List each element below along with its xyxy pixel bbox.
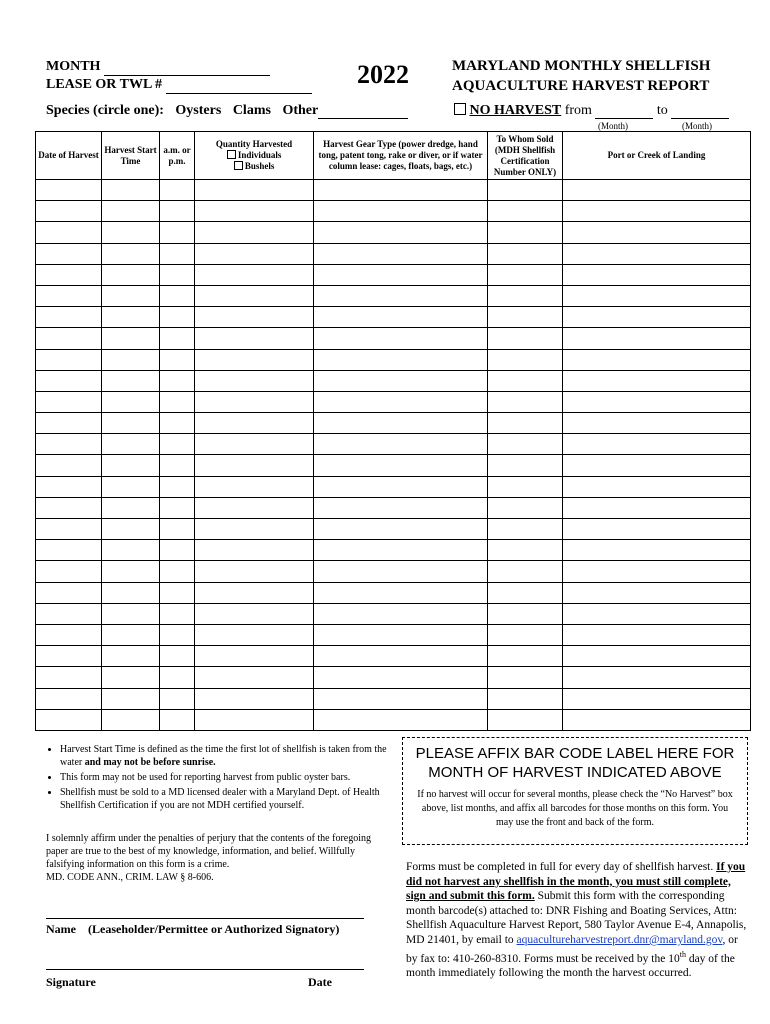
table-cell[interactable] (563, 307, 751, 328)
table-cell[interactable] (102, 476, 160, 497)
table-cell[interactable] (314, 413, 488, 434)
table-cell[interactable] (102, 201, 160, 222)
table-cell[interactable] (102, 349, 160, 370)
table-cell[interactable] (563, 476, 751, 497)
table-row (36, 391, 751, 412)
table-row (36, 285, 751, 306)
form-title (452, 56, 710, 96)
table-cell[interactable] (102, 370, 160, 391)
table-cell[interactable] (488, 434, 563, 455)
table-row (36, 328, 751, 349)
note-item (60, 786, 394, 812)
table-cell[interactable] (488, 264, 563, 285)
table-row (36, 603, 751, 624)
table-cell[interactable] (160, 180, 195, 201)
table-cell[interactable] (102, 582, 160, 603)
table-cell[interactable] (36, 434, 102, 455)
table-cell[interactable] (195, 413, 314, 434)
table-row (36, 180, 751, 201)
table-cell[interactable] (488, 709, 563, 730)
barcode-heading-line2: MONTH OF HARVEST INDICATED ABOVE (428, 764, 722, 781)
table-row (36, 201, 751, 222)
lease-field[interactable] (166, 93, 312, 94)
table-cell[interactable] (314, 561, 488, 582)
table-cell[interactable] (488, 688, 563, 709)
table-cell[interactable] (195, 201, 314, 222)
no-harvest-to-field[interactable] (671, 118, 729, 119)
submission-instructions (406, 860, 748, 981)
species-option-other[interactable]: Other (282, 103, 319, 118)
table-cell[interactable] (563, 624, 751, 645)
table-cell[interactable] (36, 519, 102, 540)
table-cell[interactable] (160, 455, 195, 476)
name-line[interactable] (46, 918, 364, 919)
email-link[interactable]: aquacultureharvestreport.dnr@maryland.gov (516, 933, 723, 946)
table-cell[interactable] (563, 370, 751, 391)
table-cell[interactable] (563, 201, 751, 222)
note-text: Harvest Start Time is defined as the time the first lot of shellfish is taken from the water (60, 744, 387, 768)
col-quantity (195, 132, 314, 180)
table-row (36, 646, 751, 667)
table-row (36, 540, 751, 561)
table-body (36, 180, 751, 731)
table-cell[interactable] (160, 646, 195, 667)
table-cell[interactable] (488, 222, 563, 243)
table-cell[interactable] (488, 413, 563, 434)
table-cell[interactable] (195, 688, 314, 709)
table-cell[interactable] (314, 370, 488, 391)
no-harvest-row (454, 103, 729, 119)
instructions-sup: th (679, 949, 686, 959)
table-cell[interactable] (314, 646, 488, 667)
table-cell[interactable] (488, 201, 563, 222)
no-harvest-checkbox[interactable] (454, 103, 466, 115)
table-cell[interactable] (102, 307, 160, 328)
species-selector (46, 103, 416, 119)
signature-line[interactable] (46, 969, 364, 970)
table-cell[interactable] (102, 688, 160, 709)
table-cell[interactable] (195, 349, 314, 370)
table-cell[interactable] (563, 349, 751, 370)
individuals-checkbox[interactable] (227, 150, 236, 159)
table-cell[interactable] (195, 624, 314, 645)
barcode-heading-line1: PLEASE AFFIX BAR CODE LABEL HERE FOR (415, 745, 735, 762)
no-harvest-label: NO HARVEST (469, 103, 562, 118)
table-cell[interactable] (314, 540, 488, 561)
table-cell[interactable] (160, 285, 195, 306)
table-cell[interactable] (195, 370, 314, 391)
table-row (36, 582, 751, 603)
table-row (36, 222, 751, 243)
table-row (36, 307, 751, 328)
table-cell[interactable] (314, 603, 488, 624)
table-cell[interactable] (160, 307, 195, 328)
month-hint-to: (Month) (682, 121, 712, 131)
table-cell[interactable] (160, 201, 195, 222)
table-cell[interactable] (36, 688, 102, 709)
table-cell[interactable] (488, 307, 563, 328)
table-cell[interactable] (488, 328, 563, 349)
name-label: Name (46, 922, 76, 936)
table-cell[interactable] (314, 222, 488, 243)
affirmation-text: I solemnly affirm under the penalties of perjury that the contents of the foregoing paper are true to the best of my knowledge, information, and belief. Willfully falsifying information on this form is a crime. (46, 833, 371, 870)
table-cell[interactable] (36, 667, 102, 688)
table-cell[interactable] (36, 709, 102, 730)
table-cell[interactable] (563, 519, 751, 540)
table-row (36, 497, 751, 518)
barcode-heading (403, 744, 747, 782)
table-row (36, 624, 751, 645)
table-cell[interactable] (102, 328, 160, 349)
table-cell[interactable] (563, 391, 751, 412)
bushels-checkbox[interactable] (234, 161, 243, 170)
barcode-label-area (402, 737, 748, 845)
table-cell[interactable] (102, 285, 160, 306)
table-cell[interactable] (314, 349, 488, 370)
col-gear-type: Harvest Gear Type (power dredge, hand tong, patent tong, rake or diver, or if water column lease: cages, floats, bags, etc.) (314, 132, 488, 180)
table-cell[interactable] (195, 497, 314, 518)
table-cell[interactable] (160, 667, 195, 688)
lease-label: LEASE OR TWL # (46, 77, 163, 92)
table-cell[interactable] (195, 540, 314, 561)
table-cell[interactable] (36, 391, 102, 412)
table-cell[interactable] (160, 476, 195, 497)
table-cell[interactable] (488, 497, 563, 518)
table-cell[interactable] (314, 285, 488, 306)
table-cell[interactable] (314, 180, 488, 201)
table-cell[interactable] (36, 180, 102, 201)
species-option-oysters[interactable]: Oysters (175, 103, 222, 118)
table-cell[interactable] (36, 285, 102, 306)
table-cell[interactable] (195, 391, 314, 412)
table-cell[interactable] (563, 561, 751, 582)
table-cell[interactable] (36, 540, 102, 561)
instructions-bold: If you did not harvest any shellfish in the month, you must still complete, sign and submit this form. (406, 861, 746, 903)
bushels-label: Bushels (244, 161, 275, 171)
table-cell[interactable] (160, 603, 195, 624)
table-cell[interactable] (488, 285, 563, 306)
table-row (36, 709, 751, 730)
col-start-time: Harvest Start Time (102, 132, 160, 180)
table-cell[interactable] (36, 349, 102, 370)
table-cell[interactable] (36, 201, 102, 222)
table-row (36, 370, 751, 391)
table-cell[interactable] (563, 688, 751, 709)
table-cell[interactable] (36, 243, 102, 264)
table-cell[interactable] (563, 497, 751, 518)
col-port: Port or Creek of Landing (563, 132, 751, 180)
individuals-label: Individuals (237, 150, 282, 160)
harvest-table (35, 131, 751, 731)
table-cell[interactable] (102, 519, 160, 540)
form-title-line2: AQUACULTURE HARVEST REPORT (452, 78, 710, 94)
table-cell[interactable] (563, 243, 751, 264)
table-cell[interactable] (160, 349, 195, 370)
table-cell[interactable] (488, 476, 563, 497)
table-cell[interactable] (195, 264, 314, 285)
table-row (36, 688, 751, 709)
table-cell[interactable] (314, 264, 488, 285)
month-hint-from: (Month) (598, 121, 628, 131)
table-cell[interactable] (488, 180, 563, 201)
species-label: Species (circle one): (46, 103, 164, 118)
table-cell[interactable] (36, 222, 102, 243)
table-cell[interactable] (488, 243, 563, 264)
table-cell[interactable] (563, 264, 751, 285)
table-cell[interactable] (195, 646, 314, 667)
table-cell[interactable] (195, 709, 314, 730)
table-cell[interactable] (563, 413, 751, 434)
table-cell[interactable] (563, 667, 751, 688)
col-sold-to: To Whom Sold (MDH Shellfish Certification Number ONLY) (488, 132, 563, 180)
table-cell[interactable] (160, 370, 195, 391)
table-cell[interactable] (314, 497, 488, 518)
no-harvest-to: to (656, 103, 668, 118)
affirmation-law: MD. CODE ANN., CRIM. LAW § 8-606. (46, 872, 214, 883)
table-cell[interactable] (160, 582, 195, 603)
table-cell[interactable] (102, 561, 160, 582)
table-cell[interactable] (160, 264, 195, 285)
table-cell[interactable] (563, 603, 751, 624)
table-cell[interactable] (195, 243, 314, 264)
table-cell[interactable] (160, 434, 195, 455)
table-cell[interactable] (160, 497, 195, 518)
table-cell[interactable] (36, 413, 102, 434)
table-cell[interactable] (314, 582, 488, 603)
note-bold: and may not be before sunrise. (84, 757, 216, 768)
no-harvest-from-field[interactable] (595, 118, 653, 119)
table-cell[interactable] (36, 370, 102, 391)
table-cell[interactable] (488, 391, 563, 412)
table-cell[interactable] (195, 667, 314, 688)
table-cell[interactable] (36, 455, 102, 476)
table-cell[interactable] (563, 285, 751, 306)
table-cell[interactable] (195, 561, 314, 582)
table-cell[interactable] (488, 349, 563, 370)
table-cell[interactable] (160, 222, 195, 243)
table-row (36, 519, 751, 540)
table-cell[interactable] (160, 243, 195, 264)
table-cell[interactable] (36, 328, 102, 349)
table-row (36, 455, 751, 476)
table-cell[interactable] (195, 307, 314, 328)
table-cell[interactable] (160, 540, 195, 561)
table-cell[interactable] (314, 624, 488, 645)
signature-label: Signature (46, 975, 96, 989)
table-cell[interactable] (102, 222, 160, 243)
table-cell[interactable] (102, 646, 160, 667)
note-item (60, 771, 394, 784)
table-cell[interactable] (195, 180, 314, 201)
table-cell[interactable] (314, 667, 488, 688)
no-harvest-from: from (564, 103, 592, 118)
table-cell[interactable] (102, 243, 160, 264)
table-row (36, 349, 751, 370)
table-cell[interactable] (102, 709, 160, 730)
table-cell[interactable] (160, 688, 195, 709)
name-label-row (46, 922, 339, 937)
table-header-row (36, 132, 751, 180)
table-row (36, 243, 751, 264)
table-cell[interactable] (563, 582, 751, 603)
table-cell[interactable] (102, 667, 160, 688)
table-cell[interactable] (102, 391, 160, 412)
table-cell[interactable] (36, 264, 102, 285)
instructions-text1: Submit this form with the corresponding month barcode(s) attached to: DNR Fishing and Boating Services, Attn: Shellfish Aquaculture Harvest Report, 580 Taylor Avenue E-4, Annapolis, MD 21401, by email to (406, 890, 747, 946)
table-cell[interactable] (314, 201, 488, 222)
table-cell[interactable] (488, 582, 563, 603)
table-cell[interactable] (488, 540, 563, 561)
table-cell[interactable] (160, 413, 195, 434)
table-cell[interactable] (102, 413, 160, 434)
instructions-text2: , or by fax to: 410-260-8310. Forms must be received by the 10 (406, 933, 738, 965)
table-cell[interactable] (563, 646, 751, 667)
table-cell[interactable] (195, 603, 314, 624)
table-cell[interactable] (36, 476, 102, 497)
table-cell[interactable] (488, 519, 563, 540)
table-cell[interactable] (36, 603, 102, 624)
name-detail: (Leaseholder/Permittee or Authorized Signatory) (88, 922, 340, 936)
table-cell[interactable] (488, 646, 563, 667)
table-cell[interactable] (314, 709, 488, 730)
table-cell[interactable] (102, 624, 160, 645)
table-cell[interactable] (102, 455, 160, 476)
col-date: Date of Harvest (36, 132, 102, 180)
date-label: Date (308, 975, 332, 989)
table-cell[interactable] (314, 519, 488, 540)
species-option-clams[interactable]: Clams (232, 103, 271, 118)
table-cell[interactable] (102, 264, 160, 285)
note-text: This form may not be used for reporting harvest from public oyster bars. (60, 772, 351, 783)
table-row (36, 667, 751, 688)
table-cell[interactable] (160, 328, 195, 349)
month-label: MONTH (46, 59, 101, 74)
affirmation (46, 832, 376, 884)
table-cell[interactable] (563, 455, 751, 476)
table-cell[interactable] (102, 180, 160, 201)
table-cell[interactable] (36, 561, 102, 582)
table-cell[interactable] (36, 624, 102, 645)
table-cell[interactable] (195, 519, 314, 540)
instructions-text3: day of the month immediately following the month the harvest occurred. (406, 952, 735, 979)
header-fields (46, 58, 312, 94)
table-cell[interactable] (36, 582, 102, 603)
table-cell[interactable] (563, 540, 751, 561)
table-cell[interactable] (488, 561, 563, 582)
table-cell[interactable] (160, 624, 195, 645)
table-cell[interactable] (160, 391, 195, 412)
form-title-line1: MARYLAND MONTHLY SHELLFISH (452, 58, 711, 74)
table-cell[interactable] (36, 307, 102, 328)
table-cell[interactable] (314, 455, 488, 476)
report-year: 2022 (357, 60, 409, 89)
table-cell[interactable] (563, 328, 751, 349)
table-cell[interactable] (160, 561, 195, 582)
table-cell[interactable] (36, 646, 102, 667)
table-row (36, 434, 751, 455)
table-row (36, 413, 751, 434)
table-cell[interactable] (563, 434, 751, 455)
barcode-instructions: If no harvest will occur for several months, please check the “No Harvest” box above, list months, and affix all barcodes for those months on this form. You may use the front and back of the form. (417, 789, 733, 828)
table-cell[interactable] (488, 455, 563, 476)
table-cell[interactable] (102, 497, 160, 518)
table-cell[interactable] (488, 667, 563, 688)
table-cell[interactable] (488, 370, 563, 391)
table-cell[interactable] (563, 709, 751, 730)
table-cell[interactable] (488, 624, 563, 645)
note-item (60, 743, 394, 769)
table-cell[interactable] (314, 434, 488, 455)
table-cell[interactable] (102, 540, 160, 561)
table-cell[interactable] (102, 603, 160, 624)
table-cell[interactable] (314, 391, 488, 412)
note-text: Shellfish must be sold to a MD licensed dealer with a Maryland Dept. of Health Shellfish Certification if you are not MDH certified yourself. (60, 787, 380, 811)
species-other-field[interactable] (318, 118, 408, 119)
table-cell[interactable] (563, 180, 751, 201)
instructions-intro: Forms must be completed in full for every day of shellfish harvest. (406, 861, 714, 873)
col-quantity-label: Quantity Harvested (215, 139, 293, 149)
table-cell[interactable] (195, 434, 314, 455)
table-cell[interactable] (314, 328, 488, 349)
table-cell[interactable] (195, 328, 314, 349)
table-cell[interactable] (314, 307, 488, 328)
table-cell[interactable] (314, 476, 488, 497)
table-cell[interactable] (36, 497, 102, 518)
table-cell[interactable] (488, 603, 563, 624)
table-cell[interactable] (314, 688, 488, 709)
table-cell[interactable] (195, 476, 314, 497)
table-cell[interactable] (563, 222, 751, 243)
table-cell[interactable] (195, 582, 314, 603)
table-row (36, 264, 751, 285)
table-row (36, 476, 751, 497)
table-cell[interactable] (102, 434, 160, 455)
col-am-pm: a.m. or p.m. (160, 132, 195, 180)
table-cell[interactable] (160, 709, 195, 730)
table-cell[interactable] (160, 519, 195, 540)
table-row (36, 561, 751, 582)
notes-list (46, 743, 394, 814)
table-cell[interactable] (195, 222, 314, 243)
table-cell[interactable] (195, 455, 314, 476)
table-cell[interactable] (195, 285, 314, 306)
table-cell[interactable] (314, 243, 488, 264)
